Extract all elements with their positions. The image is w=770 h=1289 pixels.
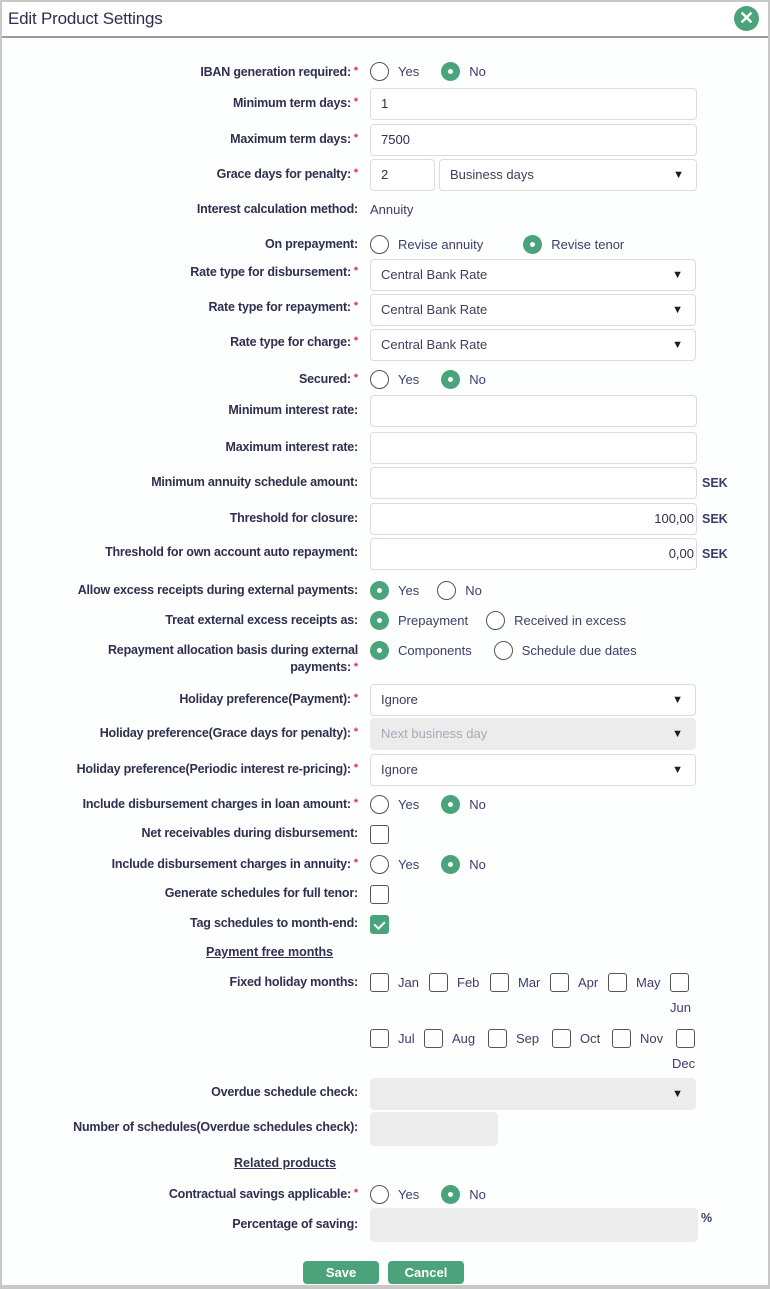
label-secured: Secured: * (299, 372, 358, 386)
month-nov[interactable]: Nov (612, 1029, 663, 1048)
month-checkbox[interactable] (608, 973, 627, 992)
month-checkbox[interactable] (552, 1029, 571, 1048)
grace-days-unit-select[interactable]: Business days ▼ (439, 159, 697, 191)
radio-allow-excess-no[interactable]: No (437, 581, 482, 600)
required-marker: * (353, 797, 358, 809)
form-body (2, 40, 768, 1285)
radio-circle-selected[interactable] (370, 611, 389, 630)
radio-prepayment[interactable]: Prepayment (370, 611, 468, 630)
label-rate-type-repayment: Rate type for repayment: * (208, 300, 358, 314)
close-icon[interactable]: ✕ (734, 6, 759, 31)
month-checkbox[interactable] (676, 1029, 695, 1048)
label-repayment-allocation: Repayment allocation basis during external payments: * (107, 643, 358, 674)
radio-circle-selected[interactable] (370, 641, 389, 660)
label-overdue-schedule-check: Overdue schedule check: (211, 1085, 358, 1099)
label-threshold-closure: Threshold for closure: (229, 511, 358, 525)
row-holiday-grace (2, 718, 768, 750)
radio-received-in-excess[interactable]: Received in excess (486, 611, 626, 630)
cancel-button[interactable]: Cancel (388, 1261, 464, 1284)
max-interest-rate-input[interactable] (370, 432, 697, 464)
label-holiday-payment: Holiday preference(Payment): * (179, 692, 358, 706)
currency-unit: SEK (702, 476, 728, 490)
radio-circle[interactable] (370, 235, 389, 254)
radio-group-allow-excess (370, 581, 482, 600)
row-generate-full-tenor (2, 885, 768, 909)
radio-group-incl-disb-loan (370, 795, 486, 814)
radio-revise-tenor[interactable]: Revise tenor (523, 235, 624, 254)
required-marker: * (353, 300, 358, 312)
rate-type-repayment-select[interactable]: Central Bank Rate ▼ (370, 294, 696, 326)
required-marker: * (353, 265, 358, 277)
max-term-days-input[interactable]: 7500 (370, 124, 697, 156)
label-contractual-savings: Contractual savings applicable: * (168, 1187, 358, 1201)
radio-circle-selected[interactable] (441, 795, 460, 814)
holiday-payment-select[interactable]: Ignore ▼ (370, 684, 696, 716)
row-rate-type-repayment (2, 294, 768, 326)
radio-circle-selected[interactable] (441, 1185, 460, 1204)
required-marker: * (353, 132, 358, 144)
label-threshold-own-account: Threshold for own account auto repayment: (105, 545, 358, 559)
month-checkbox[interactable] (490, 973, 509, 992)
row-holiday-payment (2, 684, 768, 716)
radio-allow-excess-yes[interactable]: Yes (370, 581, 419, 600)
overdue-schedule-check-select (370, 1078, 696, 1110)
radio-group-treat-excess (370, 611, 626, 630)
row-rate-type-charge (2, 329, 768, 361)
month-aug[interactable]: Aug (424, 1029, 475, 1048)
month-oct[interactable]: Oct (552, 1029, 600, 1048)
radio-group-secured (370, 370, 486, 389)
month-dec-label: Dec (672, 1056, 696, 1071)
label-min-annuity-amount: Minimum annuity schedule amount: (151, 475, 358, 489)
month-jun[interactable] (670, 973, 698, 992)
generate-full-tenor-checkbox[interactable] (370, 885, 389, 904)
required-marker: * (353, 65, 358, 77)
holiday-grace-select: Next business day ▼ (370, 718, 696, 750)
label-allow-excess-receipts: Allow excess receipts during external payments: (77, 583, 358, 597)
radio-secured-no[interactable]: No (441, 370, 486, 389)
caret-down-icon: ▼ (672, 269, 683, 281)
required-marker: * (353, 857, 358, 869)
radio-schedule-due-dates[interactable]: Schedule due dates (494, 641, 637, 660)
interest-calc-method-value: Annuity (370, 202, 414, 217)
label-min-interest-rate: Minimum interest rate: (228, 403, 358, 417)
month-sep[interactable]: Sep (488, 1029, 539, 1048)
percentage-saving-input (370, 1208, 698, 1242)
caret-down-icon: ▼ (672, 304, 683, 316)
radio-circle[interactable] (370, 1185, 389, 1204)
month-feb[interactable]: Feb (429, 973, 479, 992)
required-marker: * (353, 1187, 358, 1199)
radio-circle[interactable] (370, 855, 389, 874)
label-tag-month-end: Tag schedules to month-end: (190, 916, 358, 930)
radio-circle[interactable] (437, 581, 456, 600)
radio-circle[interactable] (486, 611, 505, 630)
radio-iban-no[interactable]: No (441, 62, 486, 81)
radio-contractual-savings-no[interactable]: No (441, 1185, 486, 1204)
radio-group-iban-generation (370, 62, 486, 81)
radio-circle[interactable] (370, 795, 389, 814)
required-marker: * (353, 335, 358, 347)
label-percentage-saving: Percentage of saving: (232, 1217, 358, 1231)
month-checkbox[interactable] (612, 1029, 631, 1048)
grace-days-input[interactable]: 2 (370, 159, 435, 191)
min-annuity-amount-input[interactable] (370, 467, 697, 499)
rate-type-charge-select[interactable]: Central Bank Rate ▼ (370, 329, 696, 361)
required-marker: * (353, 726, 358, 738)
required-marker: * (353, 661, 358, 673)
label-max-interest-rate: Maximum interest rate: (225, 440, 358, 454)
min-interest-rate-input[interactable] (370, 395, 697, 427)
radio-circle-selected[interactable] (523, 235, 542, 254)
radio-circle[interactable] (370, 370, 389, 389)
radio-iban-yes[interactable]: Yes (370, 62, 419, 81)
row-overdue-schedule-check (2, 1078, 768, 1110)
radio-circle-selected[interactable] (370, 581, 389, 600)
month-checkbox[interactable] (424, 1029, 443, 1048)
radio-group-on-prepayment (370, 235, 624, 254)
label-num-schedules-overdue: Number of schedules(Overdue schedules check): (73, 1120, 358, 1134)
required-marker: * (353, 762, 358, 774)
currency-unit: SEK (702, 547, 728, 561)
month-mar[interactable]: Mar (490, 973, 540, 992)
label-on-prepayment: On prepayment: (264, 237, 358, 251)
month-checkbox[interactable] (670, 973, 689, 992)
required-marker: * (353, 167, 358, 179)
label-incl-disb-annuity: Include disbursement charges in annuity: * (111, 857, 358, 871)
threshold-closure-input[interactable]: 100,00 (370, 503, 697, 535)
label-max-term-days: Maximum term days: * (230, 132, 358, 146)
label-rate-type-charge: Rate type for charge: * (230, 335, 358, 349)
month-checkbox[interactable] (370, 973, 389, 992)
required-marker: * (353, 372, 358, 384)
month-may[interactable]: May (608, 973, 661, 992)
caret-down-icon: ▼ (672, 728, 683, 740)
caret-down-icon: ▼ (672, 694, 683, 706)
radio-components[interactable]: Components (370, 641, 472, 660)
required-marker: * (353, 96, 358, 108)
radio-contractual-savings-yes[interactable]: Yes (370, 1185, 419, 1204)
radio-circle-selected[interactable] (441, 370, 460, 389)
month-jul[interactable]: Jul (370, 1029, 415, 1048)
holiday-repricing-select[interactable]: Ignore ▼ (370, 754, 696, 786)
row-net-receivables (2, 825, 768, 849)
payment-free-months-heading[interactable]: Payment free months (206, 945, 334, 959)
tag-month-end-checkbox[interactable] (370, 915, 389, 934)
label-holiday-repricing: Holiday preference(Periodic interest re-pricing): * (76, 762, 358, 776)
radio-group-contractual-savings (370, 1185, 486, 1204)
dialog-titlebar (2, 2, 768, 38)
label-treat-excess-receipts: Treat external excess receipts as: (165, 613, 358, 627)
caret-down-icon: ▼ (672, 1088, 683, 1100)
label-grace-days-penalty: Grace days for penalty: * (216, 167, 358, 181)
month-jun-label: Jun (670, 1000, 691, 1015)
month-apr[interactable]: Apr (550, 973, 598, 992)
percent-unit: % (701, 1211, 713, 1225)
radio-group-incl-disb-annuity (370, 855, 486, 874)
save-button[interactable]: Save (303, 1261, 379, 1284)
radio-group-repayment-allocation (370, 641, 637, 660)
label-min-term-days: Minimum term days: * (232, 96, 358, 110)
radio-incl-disb-annuity-no[interactable]: No (441, 855, 486, 874)
net-receivables-checkbox[interactable] (370, 825, 389, 844)
month-checkbox[interactable] (550, 973, 569, 992)
required-marker: * (353, 692, 358, 704)
row-tag-month-end (2, 915, 768, 939)
month-checkbox[interactable] (429, 973, 448, 992)
label-incl-disb-loan: Include disbursement charges in loan amount: * (82, 797, 358, 811)
rate-type-disbursement-select[interactable]: Central Bank Rate ▼ (370, 259, 696, 291)
caret-down-icon: ▼ (672, 764, 683, 776)
month-jan[interactable]: Jan (370, 973, 419, 992)
label-generate-full-tenor: Generate schedules for full tenor: (164, 886, 358, 900)
radio-circle[interactable] (370, 62, 389, 81)
month-checkbox[interactable] (488, 1029, 507, 1048)
radio-circle[interactable] (494, 641, 513, 660)
radio-revise-annuity[interactable]: Revise annuity (370, 235, 483, 254)
label-net-receivables: Net receivables during disbursement: (141, 826, 358, 840)
label-iban-generation: IBAN generation required: * (200, 65, 358, 79)
month-dec[interactable] (676, 1029, 704, 1048)
radio-circle-selected[interactable] (441, 855, 460, 874)
radio-incl-disb-annuity-yes[interactable]: Yes (370, 855, 419, 874)
caret-down-icon: ▼ (672, 339, 683, 351)
currency-unit: SEK (702, 512, 728, 526)
dialog-title: Edit Product Settings (8, 9, 163, 28)
num-schedules-overdue-input (370, 1112, 498, 1146)
label-fixed-holiday-months: Fixed holiday months: (229, 975, 358, 989)
radio-incl-disb-loan-yes[interactable]: Yes (370, 795, 419, 814)
caret-down-icon: ▼ (673, 169, 684, 181)
month-checkbox[interactable] (370, 1029, 389, 1048)
label-rate-type-disbursement: Rate type for disbursement: * (190, 265, 358, 279)
min-term-days-input[interactable]: 1 (370, 88, 697, 120)
radio-circle-selected[interactable] (441, 62, 460, 81)
radio-incl-disb-loan-no[interactable]: No (441, 795, 486, 814)
radio-secured-yes[interactable]: Yes (370, 370, 419, 389)
related-products-heading[interactable]: Related products (234, 1156, 337, 1170)
threshold-own-account-input[interactable]: 0,00 (370, 538, 697, 570)
row-holiday-repricing (2, 754, 768, 786)
label-interest-calc-method: Interest calculation method: (196, 202, 358, 216)
label-holiday-grace: Holiday preference(Grace days for penalty): * (99, 726, 358, 740)
row-rate-type-disbursement (2, 259, 768, 291)
